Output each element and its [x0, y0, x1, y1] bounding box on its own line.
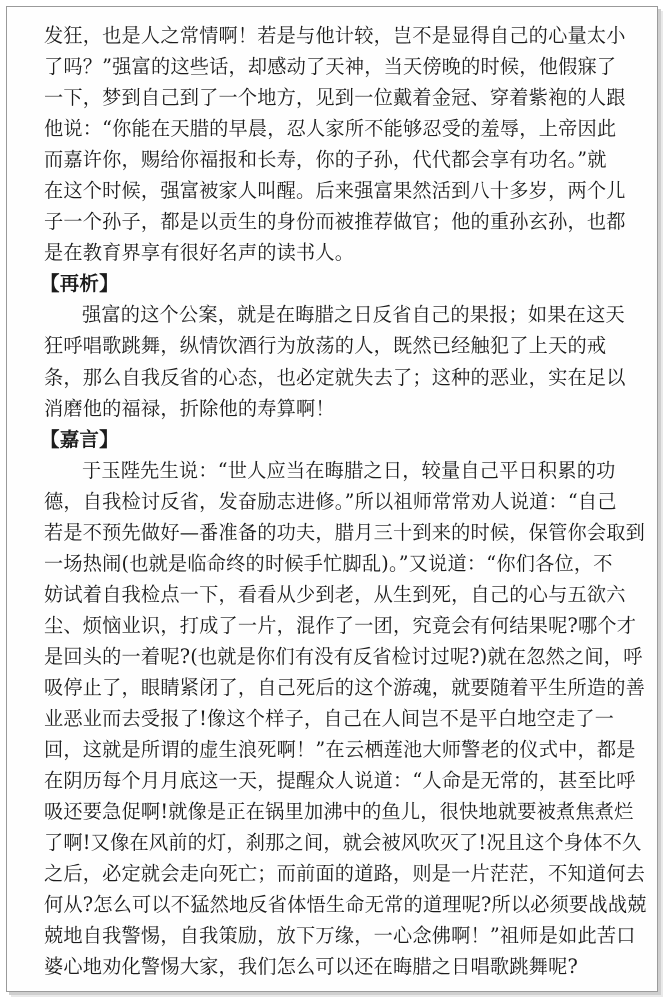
analysis-line: 条，那么自我反省的心态，也必定就失去了；这种的恶业，实在足以 [44, 365, 626, 389]
maxims-line: 若是不预先做好—番准备的功夫，腊月三十到来的时候，保管你会取到 [44, 520, 646, 544]
analysis-line: 消磨他的福禄，折除他的寿算啊！ [44, 396, 335, 420]
story-line: 在这个时候，强富被家人叫醒。后来强富果然活到八十多岁，两个儿 [44, 179, 626, 203]
analysis-line: 强富的这个公案，就是在晦腊之日反省自己的果报；如果在这天 [82, 303, 625, 327]
maxims-line: 一场热闹(也就是临命终的时候手忙脚乱)。”又说道：“你们各位，不 [44, 551, 613, 575]
section-heading-maxims: 【嘉言】 [40, 427, 119, 451]
maxims-line: 婆心地劝化警惕大家，我们怎么可以还在晦腊之日唱歌跳舞呢? [44, 955, 578, 979]
story-line: 发狂，也是人之常情啊！若是与他计较，岂不是显得自己的心量太小 [44, 24, 626, 47]
maxims-line: 业恶业而去受报了!像这个样子，自己在人间岂不是平白地空走了一 [44, 707, 615, 731]
maxims-line: 妨试着自我检点一下，看看从少到老，从生到死，自己的心与五欲六 [44, 582, 626, 606]
maxims-line: 于玉陛先生说：“世人应当在晦腊之日，较量自己平日积累的功 [82, 458, 616, 482]
story-line: 他说：“你能在天腊的早晨，忍人家所不能够忍受的羞辱，上帝因此 [44, 117, 617, 141]
maxims-line: 尘、烦恼业识，打成了一片，混作了一团，究竟会有何结果呢?哪个才 [44, 613, 637, 637]
maxims-line: 在阴历每个月月底这一天，提醒众人说道：“人命是无常的，甚至比呼 [44, 769, 636, 793]
story-line: 是在教育界享有很好名声的读书人。 [44, 241, 355, 265]
maxims-line: 吸还要急促啊!就像是正在锅里加沸中的鱼儿，很快地就要被煮焦煮烂 [44, 800, 634, 824]
maxims-line: 了啊!又像在风前的灯，刹那之间，就会被风吹灭了!况且这个身体不久 [44, 831, 642, 855]
story-line: 了吗？”强富的这些话，却感动了天神，当天傍晚的时候，他假寐了 [44, 55, 617, 79]
maxims-line: 何从?怎么可以不猛然地反省体悟生命无常的道理呢?所以必须要战战兢 [44, 893, 647, 917]
analysis-line: 狂呼唱歌跳舞，纵情饮酒行为放荡的人，既然已经触犯了上天的戒 [44, 334, 607, 358]
maxims-line: 之后，必定就会走向死亡；而前面的道路，则是一片茫茫，不知道何去 [44, 862, 646, 886]
story-line: 一下，梦到自己到了一个地方，见到一位戴着金冠、穿着紫袍的人跟 [44, 86, 626, 110]
maxims-line: 吸停止了，眼睛紧闭了，自己死后的这个游魂，就要随着平生所造的善 [44, 675, 646, 699]
story-line: 而嘉许你，赐给你福报和长寿，你的子孙，代代都会享有功名。”就 [44, 148, 607, 172]
maxims-line: 是回头的一着呢?(也就是你们有没有反省检讨过呢?)就在忽然之间，呼 [44, 644, 643, 668]
story-line: 子一个孙子，都是以贡生的身份而被推荐做官；他的重孙玄孙，也都 [44, 210, 626, 234]
maxims-line: 回，这就是所谓的虚生浪死啊！”在云栖莲池大师警老的仪式中，都是 [44, 738, 636, 762]
document-body [40, 20, 647, 982]
section-heading-analysis: 【再析】 [40, 272, 119, 296]
maxims-line: 兢地自我警惕，自我策励，放下万缘，一心念佛啊！”祖师是如此苦口 [44, 924, 636, 948]
maxims-line: 德，自我检讨反省，发奋励志进修。”所以祖师常常劝人说道：“自己 [44, 489, 617, 513]
